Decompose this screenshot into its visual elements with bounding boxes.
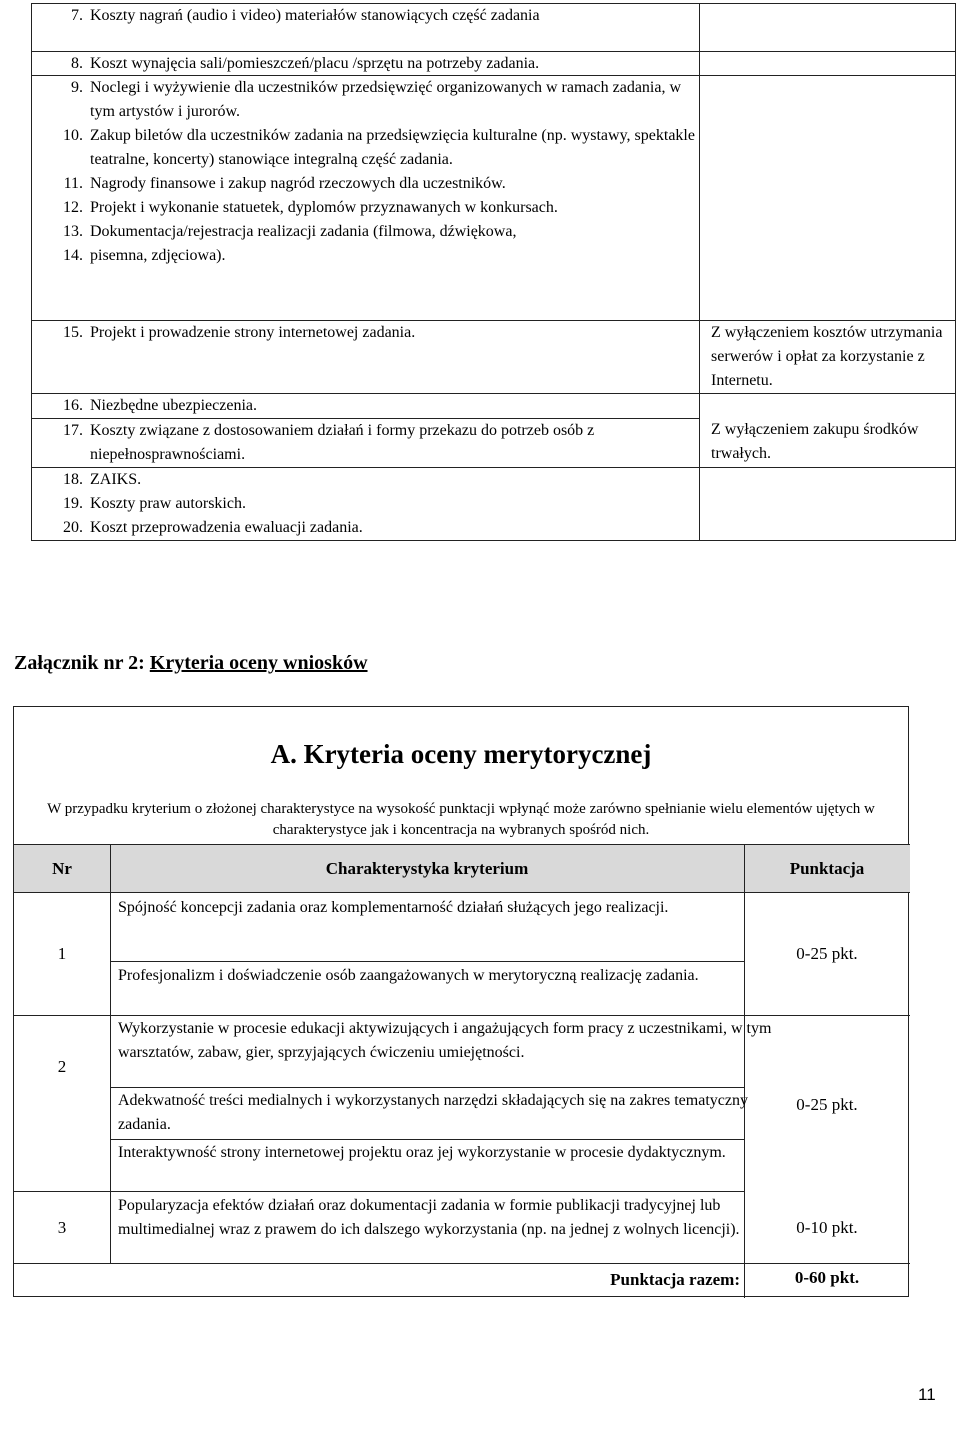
table-row — [32, 321, 956, 394]
table-row — [32, 52, 956, 76]
annex-title: Kryteria oceny wniosków — [149, 652, 368, 674]
list-item: 19. Koszty praw autorskich. — [63, 495, 246, 512]
header-nr: Nr — [14, 844, 110, 893]
header-points: Punktacja — [744, 844, 910, 893]
criterion-number: 2 — [57, 1057, 67, 1076]
row-divider — [14, 1015, 910, 1016]
header-description: Charakterystyka kryterium — [110, 844, 744, 893]
total-label: Punktacja razem: — [610, 1270, 740, 1289]
cost-note-fixed-assets: Z wyłączeniem zakupu środków trwałych. — [711, 421, 919, 462]
cost-note-internet: Z wyłączeniem kosztów utrzymania serwerów i opłat za korzystanie z Internetu. — [711, 324, 943, 389]
row-divider — [14, 1263, 910, 1264]
criterion-item: Profesjonalizm i doświadczenie osób zaangażowanych w merytoryczną realizację zadania. — [118, 967, 699, 984]
row-divider — [110, 961, 744, 962]
list-item: 9. Noclegi i wyżywienie dla uczestników przedsięwzięć organizowanych w ramach zadania, w tym artystów i jurorów. — [71, 79, 682, 120]
column-divider — [110, 844, 111, 1263]
criterion-points: 0-25 pkt. — [796, 1095, 858, 1114]
list-item: 15. Projekt i prowadzenie strony internetowej zadania. — [63, 324, 416, 341]
annex-heading — [14, 652, 368, 675]
list-item: 12. Projekt i wykonanie statuetek, dyplomów przyznawanych w konkursach. — [63, 199, 558, 216]
list-item: 16. Niezbędne ubezpieczenia. — [63, 397, 258, 414]
list-item: 20. Koszt przeprowadzenia ewaluacji zadania. — [63, 519, 363, 536]
list-item: 7. Koszty nagrań (audio i video) materiałów stanowiących część zadania — [71, 7, 540, 24]
list-item: 8. Koszt wynajęcia sali/pomieszczeń/placu /sprzętu na potrzeby zadania. — [71, 55, 540, 72]
list-item: 10. Zakup biletów dla uczestników zadania na przedsięwzięcia kulturalne (np. wystawy, spektakle teatralne, koncerty) stanowiące integralną część zadania. — [63, 127, 695, 168]
page-number: 11 — [918, 1385, 936, 1404]
row-divider — [110, 1139, 744, 1140]
list-item: 17. Koszty związane z dostosowaniem działań i formy przekazu do potrzeb osób z niepełnosprawnościami. — [63, 422, 595, 463]
criterion-item: Wykorzystanie w procesie edukacji aktywizujących i angażujących form pracy z uczestnikami, w tym warsztatów, zabaw, gier, sprzyjających ćwiczeniu umiejętności. — [118, 1020, 772, 1061]
row-divider — [14, 1191, 744, 1192]
table-row — [32, 468, 956, 541]
annex-prefix: Załącznik nr 2: — [14, 652, 145, 674]
criteria-box — [13, 706, 909, 1297]
list-item: 14. pisemna, zdjęciowa). — [63, 247, 226, 264]
criterion-item: Adekwatność treści medialnych i wykorzystanych narzędzi składających się na zakres tematyczny zadania. — [118, 1092, 748, 1133]
criterion-points: 0-10 pkt. — [796, 1218, 858, 1237]
table-row — [32, 76, 956, 321]
criteria-intro: W przypadku kryterium o złożonej charakterystyce na wysokość punktacji wpłynąć może zarówno spełnianie wielu elementów ujętych w charakterystyce jak i koncentracja na wybranych spośród nich. — [47, 801, 875, 838]
criterion-item: Interaktywność strony internetowej projektu oraz jej wykorzystanie w procesie dydaktycznym. — [118, 1144, 726, 1161]
total-points: 0-60 pkt. — [794, 1268, 860, 1287]
criterion-item: Popularyzacja efektów działań oraz dokumentacji zadania w formie publikacji tradycyjnej lub multimedialnej wraz z prawem do ich dalszego wykorzystania (np. na jednej z wolnych licencji). — [118, 1197, 740, 1238]
criterion-number: 1 — [57, 944, 67, 963]
eligible-costs-table — [31, 3, 956, 541]
table-row — [32, 4, 956, 52]
list-item: 11. Nagrody finansowe i zakup nagród rzeczowych dla uczestników. — [63, 175, 506, 192]
criterion-points: 0-25 pkt. — [796, 944, 858, 963]
list-item: 13. Dokumentacja/rejestracja realizacji zadania (filmowa, dźwiękowa, — [63, 223, 517, 240]
criterion-item: Spójność koncepcji zadania oraz komplementarność działań służących jego realizacji. — [118, 899, 669, 916]
list-item: 18. ZAIKS. — [63, 471, 142, 488]
row-divider — [110, 1087, 744, 1088]
criterion-number: 3 — [57, 1218, 67, 1237]
table-row — [32, 394, 956, 419]
criteria-title: A. Kryteria oceny merytorycznej — [270, 739, 652, 769]
